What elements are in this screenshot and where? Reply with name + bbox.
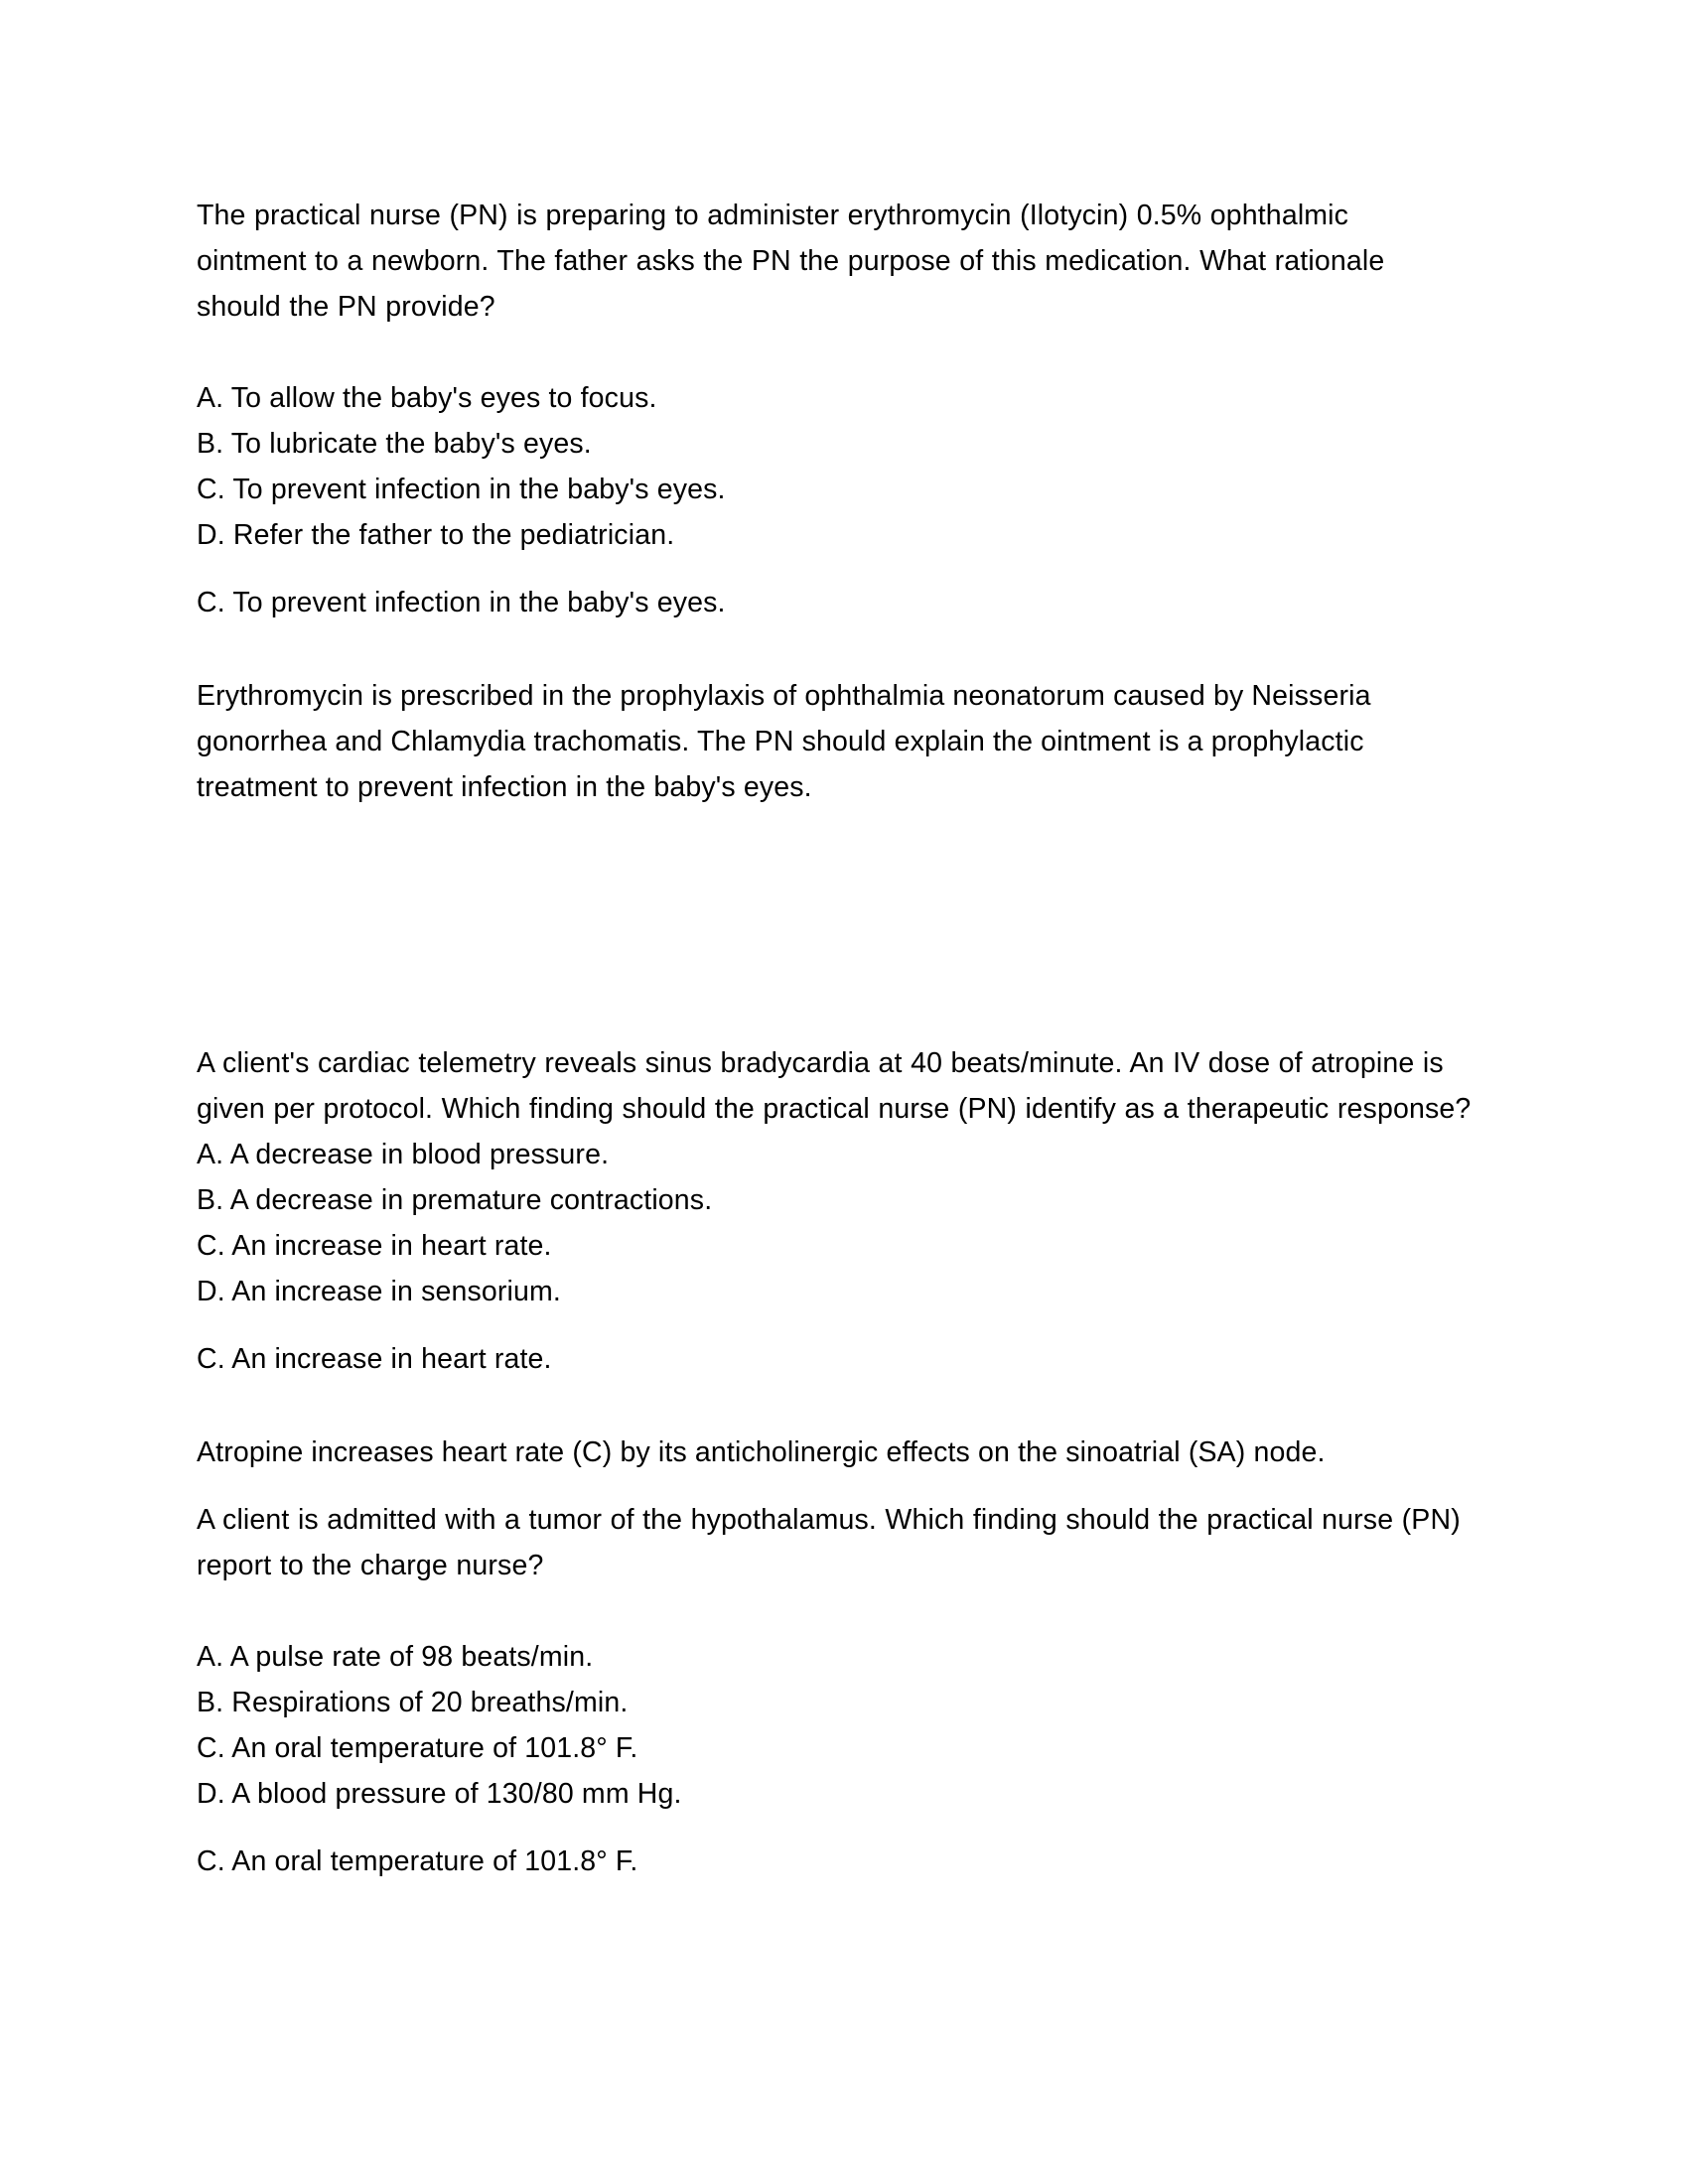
question-2-options <box>197 1132 1487 1314</box>
option-item[interactable]: D. A blood pressure of 130/80 mm Hg. <box>197 1778 682 1810</box>
option-item[interactable]: C. An increase in heart rate. <box>197 1230 552 1262</box>
option-item[interactable]: C. An oral temperature of 101.8° F. <box>197 1732 638 1764</box>
option-item[interactable]: D. An increase in sensorium. <box>197 1276 561 1307</box>
spacer <box>197 625 1487 673</box>
section-separator <box>197 810 1487 1040</box>
spacer <box>197 1382 1487 1430</box>
question-1-answer: C. To prevent infection in the baby's eyes. <box>197 587 726 618</box>
option-item[interactable]: B. A decrease in premature contractions. <box>197 1184 713 1216</box>
option-item[interactable]: B. Respirations of 20 breaths/min. <box>197 1687 629 1718</box>
document-body <box>197 193 1487 1884</box>
spacer <box>197 1817 1487 1839</box>
spacer <box>197 558 1487 580</box>
question-block-2 <box>197 1040 1487 1475</box>
question-block-1 <box>197 193 1487 810</box>
option-item[interactable]: D. Refer the father to the pediatrician. <box>197 519 675 551</box>
question-1-rationale: Erythromycin is prescribed in the prophylaxis of ophthalmia neonatorum caused by Neisseria gonorrhea and Chlamydia trachomatis. The PN should explain the ointment is a prophylactic treatment to prevent infection in the baby's eyes. <box>197 680 1371 803</box>
spacer <box>197 330 1487 375</box>
option-item[interactable]: C. To prevent infection in the baby's eyes. <box>197 474 726 505</box>
question-2-stem: A client's cardiac telemetry reveals sinus bradycardia at 40 beats/minute. An IV dose of atropine is given per protocol. Which finding should the practical nurse (PN) identify as a therapeutic response? <box>197 1047 1472 1125</box>
spacer <box>197 1314 1487 1336</box>
question-3-stem: A client is admitted with a tumor of the hypothalamus. Which finding should the practical nurse (PN) report to the charge nurse? <box>197 1504 1461 1581</box>
question-2-answer: C. An increase in heart rate. <box>197 1343 552 1375</box>
question-1-options <box>197 375 1487 558</box>
question-2-rationale: Atropine increases heart rate (C) by its anticholinergic effects on the sinoatrial (SA) node. <box>197 1436 1326 1468</box>
question-1-stem: The practical nurse (PN) is preparing to administer erythromycin (Ilotycin) 0.5% ophthalmic ointment to a newborn. The father asks the PN the purpose of this medication. What rationale should the PN provide? <box>197 200 1385 323</box>
option-item[interactable]: B. To lubricate the baby's eyes. <box>197 428 592 460</box>
option-item[interactable]: A. A pulse rate of 98 beats/min. <box>197 1641 594 1673</box>
question-block-3 <box>197 1497 1487 1884</box>
spacer <box>197 1475 1487 1497</box>
spacer <box>197 1588 1487 1634</box>
question-3-options <box>197 1634 1487 1817</box>
option-item[interactable]: A. To allow the baby's eyes to focus. <box>197 382 657 414</box>
option-item[interactable]: A. A decrease in blood pressure. <box>197 1139 610 1170</box>
question-3-answer: C. An oral temperature of 101.8° F. <box>197 1845 638 1877</box>
